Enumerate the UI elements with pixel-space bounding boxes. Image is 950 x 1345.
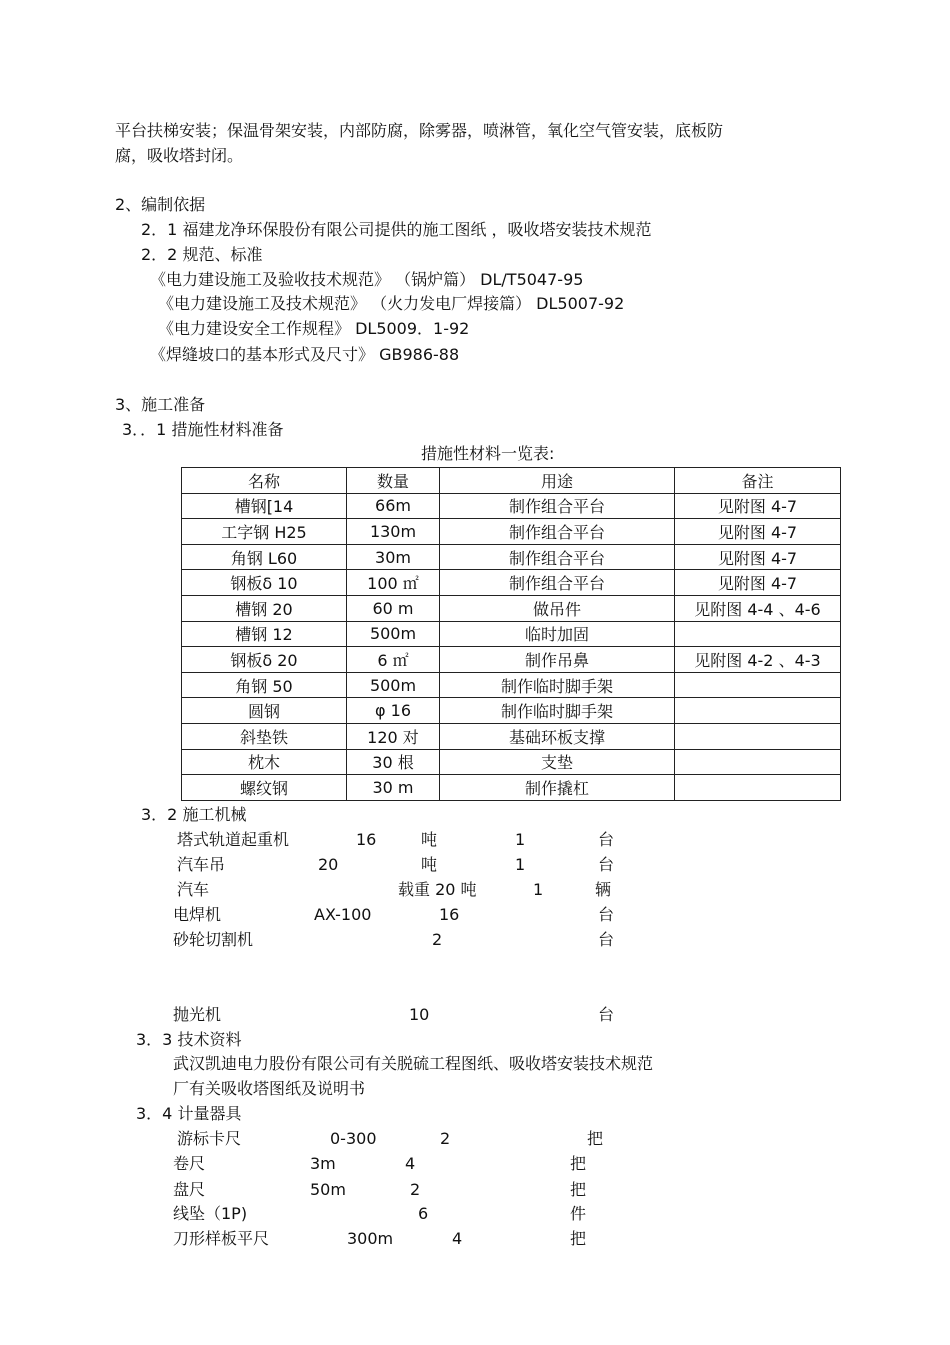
machine-measure: 台	[598, 905, 615, 924]
cell-use: 制作临时脚手架	[440, 672, 675, 698]
intro-line-2: 腐，吸收塔封闭。	[115, 146, 244, 165]
tool-unit: 把	[570, 1229, 587, 1248]
cell-name: 槽钢[14	[182, 493, 347, 519]
tool-name: 卷尺	[173, 1154, 206, 1173]
table-caption: 措施性材料一览表:	[421, 444, 555, 463]
machine-measure: 辆	[595, 880, 612, 899]
section-2-heading: 2、编制依据	[115, 195, 206, 214]
machine-unit: 2	[432, 930, 443, 949]
machine-spec: 20	[318, 855, 339, 874]
cell-note: 见附图 4-7	[675, 519, 841, 545]
cell-name: 槽钢 12	[182, 621, 347, 647]
cell-use: 支垫	[440, 749, 675, 775]
machine-name: 塔式轨道起重机	[177, 830, 290, 849]
cell-name: 钢板δ 10	[182, 570, 347, 596]
tool-spec: 3m	[310, 1154, 336, 1173]
tool-count: 4	[452, 1229, 463, 1248]
standard-3: 《电力建设安全工作规程》 DL5009．1-92	[158, 319, 470, 338]
cell-qty: φ 16	[347, 698, 440, 724]
cell-use: 制作吊鼻	[440, 647, 675, 673]
cell-note	[675, 621, 841, 647]
standard-1: 《电力建设施工及验收技术规范》 （锅炉篇） DL/T5047-95	[150, 270, 584, 289]
section-3-1: 3．．1 措施性材料准备	[122, 420, 284, 439]
cell-name: 斜垫铁	[182, 723, 347, 749]
machine-unit: 吨	[421, 855, 438, 874]
tool-unit: 件	[570, 1204, 587, 1223]
cell-use: 制作撬杠	[440, 775, 675, 801]
table-header-row	[182, 468, 841, 494]
cell-use: 制作组合平台	[440, 493, 675, 519]
cell-name: 工字钢 H25	[182, 519, 347, 545]
table-row	[182, 775, 841, 801]
tool-name: 游标卡尺	[177, 1129, 242, 1148]
machine-measure: 台	[598, 830, 615, 849]
tool-name: 盘尺	[173, 1180, 206, 1199]
section-2-1: 2．1 福建龙净环保股份有限公司提供的施工图纸 ，吸收塔安装技术规范	[141, 220, 652, 239]
machine-unit: 吨	[421, 830, 438, 849]
cell-name: 槽钢 20	[182, 595, 347, 621]
tool-name: 线坠（1P)	[173, 1204, 248, 1223]
tool-unit: 把	[570, 1154, 587, 1173]
section-3-4: 3．4 计量器具	[136, 1104, 242, 1123]
cell-use: 制作组合平台	[440, 544, 675, 570]
tool-spec: 0-300	[330, 1129, 377, 1148]
machine-name: 抛光机	[173, 1005, 222, 1024]
header-use: 用途	[440, 468, 675, 494]
standard-4: 《焊缝坡口的基本形式及尺寸》 GB986-88	[150, 345, 460, 364]
section-3-heading: 3、施工准备	[115, 395, 206, 414]
cell-qty: 120 对	[347, 723, 440, 749]
cell-note	[675, 749, 841, 775]
cell-use: 临时加固	[440, 621, 675, 647]
machine-unit: 载重 20 吨	[398, 880, 477, 899]
header-name: 名称	[182, 468, 347, 494]
tool-count: 2	[410, 1180, 421, 1199]
tool-count: 2	[440, 1129, 451, 1148]
cell-use: 制作组合平台	[440, 570, 675, 596]
tool-count: 4	[405, 1154, 416, 1173]
header-note: 备注	[675, 468, 841, 494]
cell-note: 见附图 4-7	[675, 544, 841, 570]
machine-name: 电焊机	[173, 905, 222, 924]
machine-name: 汽车	[177, 880, 210, 899]
cell-qty: 130m	[347, 519, 440, 545]
cell-name: 枕木	[182, 749, 347, 775]
cell-note	[675, 775, 841, 801]
cell-qty: 500m	[347, 672, 440, 698]
cell-note	[675, 723, 841, 749]
cell-name: 圆钢	[182, 698, 347, 724]
table-row	[182, 621, 841, 647]
cell-qty: 30m	[347, 544, 440, 570]
section-3-2: 3．2 施工机械	[141, 805, 247, 824]
machine-unit: 16	[439, 905, 460, 924]
cell-qty: 30 根	[347, 749, 440, 775]
table-row	[182, 544, 841, 570]
cell-name: 钢板δ 20	[182, 647, 347, 673]
machine-unit: 10	[409, 1005, 430, 1024]
cell-note: 见附图 4-7	[675, 493, 841, 519]
machine-name: 汽车吊	[177, 855, 226, 874]
machine-measure: 台	[598, 855, 615, 874]
table-row	[182, 749, 841, 775]
cell-use: 基础环板支撑	[440, 723, 675, 749]
cell-name: 角钢 L60	[182, 544, 347, 570]
section-3-3: 3．3 技术资料	[136, 1030, 242, 1049]
tech-doc-2: 厂有关吸收塔图纸及说明书	[173, 1079, 366, 1098]
cell-note: 见附图 4-4 、4-6	[675, 595, 841, 621]
standard-2: 《电力建设施工及技术规范》 （火力发电厂焊接篇） DL5007-92	[158, 294, 625, 313]
cell-note: 见附图 4-7	[675, 570, 841, 596]
table-row	[182, 698, 841, 724]
tool-unit: 把	[570, 1180, 587, 1199]
cell-use: 制作组合平台	[440, 519, 675, 545]
tool-spec: 300m	[347, 1229, 394, 1248]
cell-qty: 6 ㎡	[347, 647, 440, 673]
intro-line-1: 平台扶梯安装；保温骨架安装，内部防腐，除雾器，喷淋管，氧化空气管安装，底板防	[115, 121, 724, 140]
section-2-2: 2．2 规范、标准	[141, 245, 263, 264]
cell-qty: 500m	[347, 621, 440, 647]
table-row	[182, 493, 841, 519]
machine-count: 1	[533, 880, 544, 899]
table-row	[182, 672, 841, 698]
machine-spec: 16	[356, 830, 377, 849]
cell-use: 做吊件	[440, 595, 675, 621]
table-row	[182, 647, 841, 673]
cell-name: 螺纹钢	[182, 775, 347, 801]
cell-qty: 30 m	[347, 775, 440, 801]
table-row	[182, 595, 841, 621]
machine-count: 1	[515, 830, 526, 849]
tech-doc-1: 武汉凯迪电力股份有限公司有关脱硫工程图纸、吸收塔安装技术规范	[173, 1054, 654, 1073]
machine-name: 砂轮切割机	[173, 930, 254, 949]
tool-spec: 50m	[310, 1180, 346, 1199]
cell-use: 制作临时脚手架	[440, 698, 675, 724]
table-row	[182, 519, 841, 545]
tool-count: 6	[418, 1204, 429, 1223]
machine-count: 1	[515, 855, 526, 874]
cell-note: 见附图 4-2 、4-3	[675, 647, 841, 673]
table-row	[182, 570, 841, 596]
cell-name: 角钢 50	[182, 672, 347, 698]
machine-measure: 台	[598, 930, 615, 949]
cell-note	[675, 698, 841, 724]
cell-note	[675, 672, 841, 698]
tool-unit: 把	[587, 1129, 604, 1148]
tool-name: 刀形样板平尺	[173, 1229, 270, 1248]
machine-spec: AX-100	[314, 905, 372, 924]
cell-qty: 66m	[347, 493, 440, 519]
cell-qty: 60 m	[347, 595, 440, 621]
header-qty: 数量	[347, 468, 440, 494]
table-row	[182, 723, 841, 749]
materials-table	[181, 467, 841, 801]
cell-qty: 100 ㎡	[347, 570, 440, 596]
machine-measure: 台	[598, 1005, 615, 1024]
